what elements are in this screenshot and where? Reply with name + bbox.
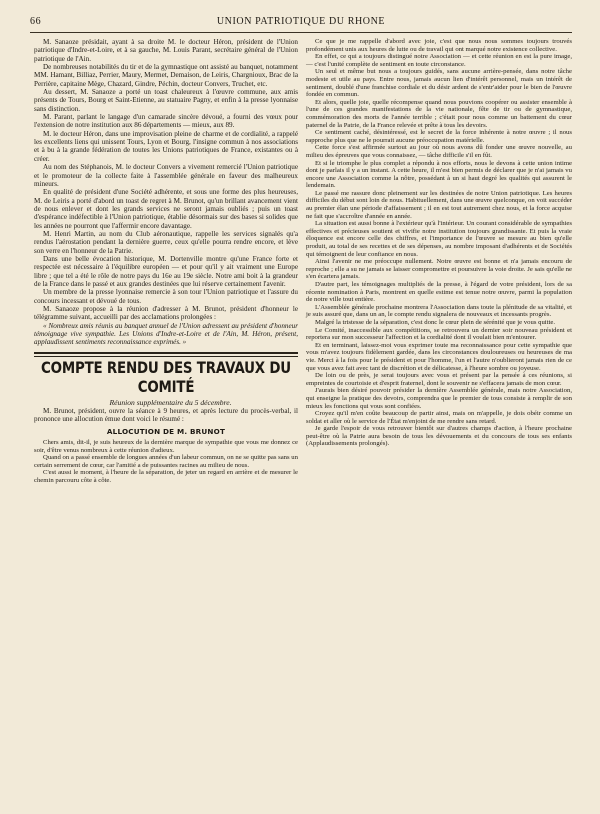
speech-paragraph: Chers amis, dit-il, je suis heureux de la dernière marque de sympathie que vous me donnez ce soir, d'être venus nombreux à cette réunion d'adieux. — [34, 439, 298, 454]
paragraph: M. Henri Martin, au nom du Club aéronautique, rappelle les services signalés qu'a rendus l'aérostation pendant la dernière guerre, ceux qu'elle pourra rendre encore, et lève son verre en l'honneur de la Patrie. — [34, 229, 298, 255]
speech-paragraph: Malgré la tristesse de la séparation, c'est donc le cœur plein de sérénité que je vous quitte. — [315, 318, 556, 326]
paragraph: En qualité de président d'une Société adhérente, et sous une forme des plus heureuses, M. de Leiris a porté d'abord un toast de regret à M. Brunot, qu'un brillant avancement vient de nous enlever et dont les grands services ne seront jamais oubliés ; puis un toast d'espérance indéfectible à l'Union patriotique, établie désormais sur des bases si solides que les années ne pourront que l'affermir encore davantage. — [34, 188, 298, 230]
speech-paragraph: Le passé me rassure donc pleinement sur les destinées de notre Union patriotique. Les heures difficiles du début sont loin de nous. Habituellement, dans une œuvre quelconque, on voit succéder au premier élan une période d'affaissement ; il en est tout autrement chez nous, et la force acquise ne fait que s'accroître d'année en année. — [306, 189, 572, 220]
speech-paragraph: D'autre part, les témoignages multipliés de la presse, à l'égard de votre président, lors de sa récente nomination à Paris, montrent en quelle estime est tenue notre œuvre, parmi la population de notre ville tout entière. — [306, 281, 572, 304]
speech-paragraph: J'aurais bien désiré pouvoir présider la dernière Assemblée générale, mais notre Association, qui enseigne la pratique des devoirs, comprendra que le premier de tous consiste à remplir de son mieux les fonctions qui vous sont confiées. — [306, 387, 572, 410]
section-title: COMPTE RENDU DES TRAVAUX DU COMITÉ — [41, 359, 291, 397]
speech-paragraph: La situation est aussi bonne à l'extérieur qu'à l'intérieur. Un courant considérable de sympathies effectives et précieuses soutient et vivifie notre institution toujours grandissante. Et puis la vraie éloquence est encore celle des chiffres, et l'importance de l'œuvre se mesure au bien qu'elle produit, au total de ses recettes et de ses dépenses, au nombre imposant d'adhérents et de Sociétés qui témoignent de leur confiance en nous. — [306, 220, 572, 258]
paragraph: De nombreuses notabilités du tir et de la gymnastique ont assisté au banquet, notamment MM. Hamant, Billiaz, Perrier, Maury, Mermet, Demaison, de Leiris, Chargnioux, Brac de la Perrière, capitaine Mège, Chazard, Gindre, Péchin, docteur Convers, Truchet, etc. — [34, 63, 298, 88]
speech-paragraph: De loin ou de près, je serai toujours avec vous et présent par la pensée à ces réunions, si empreintes de courtoisie et d'esprit fraternel, dont le souvenir ne s'effacera jamais de mon cœur. — [306, 372, 572, 387]
speech-paragraph: Ce sentiment caché, désintéressé, est le secret de la force inhérente à notre œuvre ; il nous rapproche plus que ne le pourrait aucune préoccupation matérielle. — [306, 129, 572, 144]
paragraph: M. Sanaoze présidait, ayant à sa droite M. le docteur Héron, président de l'Union patriotique d'Indre-et-Loire, et à sa gauche, M. Louis Parant, secrétaire général de l'Union patriotique de l'Ain. — [34, 38, 298, 63]
page-number: 66 — [30, 16, 42, 27]
header-rule — [30, 32, 572, 33]
section-divider — [34, 352, 298, 357]
speech-paragraph: C'est aussi le moment, à l'heure de la séparation, de jeter un regard en arrière et de mesurer le chemin parcouru côte à côte. — [34, 469, 298, 485]
paragraph: Dans une belle évocation historique, M. Dortenville montre qu'une France forte et respectée est nécessaire à l'équilibre européen — et pour qu'il y ait vraiment une Europe libre ; que tel a été le rôle de notre pays du 16e au 19e siècle. Notre ami boit à la grandeur de la France dans le passé et aux grandes destinées que lui réserve certainement l'avenir. — [34, 254, 298, 288]
running-title: UNION PATRIOTIQUE DU RHONE — [216, 16, 386, 27]
right-column — [306, 38, 572, 448]
speech-paragraph: Croyez qu'il m'en coûte beaucoup de partir ainsi, mais on m'appelle, je dois obéir comme un soldat et aller où le service de l'État m'enjoint de me rendre sans retard. — [306, 410, 572, 425]
speech-paragraph: L'Assemblée générale prochaine montrera l'Association dans toute la plénitude de sa vitalité, et je suis assuré que, dans un an, le compte rendu signalera de nouveaux et incessants progrès. — [306, 303, 572, 319]
speech-paragraph: Ce que je me rappelle d'abord avec joie, c'est que nous nous sommes toujours trouvés profondément unis aux heures de lutte ou de travail qui ont marqué notre existence collective. — [306, 38, 572, 53]
paragraph: Au nom des Stéphanois, M. le docteur Convers a vivement remercié l'Union patriotique et le promoteur de la collecte faite à l'assemblée générale en faveur des malheureux mineurs. — [34, 163, 298, 188]
paragraph: M. Brunot, président, ouvre la séance à 9 heures, et après lecture du procès-verbal, il prononce une allocution émue dont voici le résumé : — [34, 407, 298, 424]
speech-paragraph: Et en terminant, laissez-moi vous exprimer toute ma reconnaissance pour cette sympathie que vous m'avez toujours fidèlement gardée, dans les circonstances douloureuses ou heureuses de ma vie. Merci à la fois pour le président et pour l'homme, l'un et l'autre n'oublieront jamais rien de ce que vous avez fait avec tant de discrétion et de délicatesse, à l'heure sombre ou joyeuse. — [306, 341, 572, 372]
speech-paragraph: Le Comité, inaccessible aux compétitions, se retrouvera un dernier soir nouveau président et reportera sur mon successeur l'affection et la cordialité dont il voulait bien m'entourer. — [306, 326, 572, 342]
paragraph: Un membre de la presse lyonnaise remercie à son tour l'Union patriotique et l'assure du concours incessant et dévoué de tous. — [34, 288, 298, 305]
speech-paragraph: En effet, ce qui a toujours distingué notre Association — et cette réunion en est la pure image, — c'est l'unité complète de sentiment en toute circonstance. — [306, 53, 572, 68]
speech-heading: ALLOCUTION DE M. BRUNOT — [106, 426, 226, 436]
page-header — [30, 14, 572, 30]
speech-paragraph: Quand on a passé ensemble de longues années d'un labeur commun, on ne se quitte pas sans un certain serrement de cœur, car l'amitié a de puissantes racines au milieu de nous. — [34, 454, 298, 469]
telegram-quote: « Nombreux amis réunis au banquet annuel de l'Union adressent au président d'honneur témoignage vive sympathie. Les Unions d'Indre-et-Loire et de l'Ain, M. Héron, présent, applaudissent sentiments reconnaissance exprimés. » — [34, 321, 298, 347]
speech-paragraph: Je garde l'espoir de vous retrouver bientôt sur d'autres champs d'action, à l'heure prochaine peut-être où la Patrie aura besoin de tous les dévouements et du concours de tous ses enfants (Applaudissements prolongés). — [306, 425, 572, 448]
speech-paragraph: Et alors, quelle joie, quelle récompense quand nous pouvions coopérer ou assister ensemble à l'une de ces grandes manifestations de la vie nationale, fête de tir ou de gymnastique, commémoration des morts de l'année terrible ; c'était pour nous comme un battement du cœur paternel de la Patrie, de la France relevée et prête à tous les devoirs. — [306, 98, 572, 129]
paragraph: M. Parant, parlant le langage d'un camarade sincère dévoué, a fourni des vœux pour l'extension de notre institution aux 86 départements — mieux, aux 89. — [34, 113, 298, 130]
left-column — [34, 38, 298, 485]
paragraph: M. le docteur Héron, dans une improvisation pleine de charme et de cordialité, a rappelé les excellents liens qui unissent Tours, Lyon et Bourg, l'insigne commun à nos associations et à bu à la grande fédération de toutes les Unions patriotiques de France, existantes ou à créer. — [34, 129, 298, 163]
paragraph: Au dessert, M. Sanaoze a porté un toast chaleureux à l'œuvre commune, aux amis présents de Tours, Bourg et Saint-Etienne, au statuaire Pagny, et enfin à la presse lyonnaise sans distinction. — [34, 88, 298, 113]
speech-paragraph: Ainsi l'avenir ne me préoccupe nullement. Notre œuvre est bonne et n'a jamais encouru de reproche ; elle a su ne jamais se laisser compromettre et poursuivre la voie droite. Je sais qu'elle ne s'en écartera jamais. — [306, 258, 572, 281]
speech-paragraph: Cette force s'est affirmée surtout au jour où nous avons dû fonder une œuvre nouvelle, au milieu des épreuves que vous connaissez, — tâche difficile s'il en fût. — [306, 144, 572, 159]
paragraph: M. Sanaoze propose à la réunion d'adresser à M. Brunot, président d'honneur le télégramme suivant, accueilli par des acclamations prolongées : — [34, 305, 298, 322]
section-subtitle: Réunion supplémentaire du 5 décembre. — [109, 397, 232, 407]
speech-paragraph: Un seul et même but nous a toujours guidés, sans aucune arrière-pensée, dans notre tâche modeste et utile au pays. Entre nous, jamais aucun lien d'intérêt personnel, mais un intérêt de sentiment, doublé d'une franchise cordiale et du désir ardent de s'entr'aider pour le bien de l'œuvre fondée en commun. — [306, 68, 572, 99]
speech-paragraph: Et si le triomphe le plus complet a répondu à nos efforts, nous le devons à cette union intime dont je parlais il y a un instant. A cette heure, il m'est bien permis de déclarer que je n'ai jamais vu encore une Association comme la nôtre, possédant à un si haut degré les qualités qui assurent le lendemain. — [306, 159, 572, 190]
